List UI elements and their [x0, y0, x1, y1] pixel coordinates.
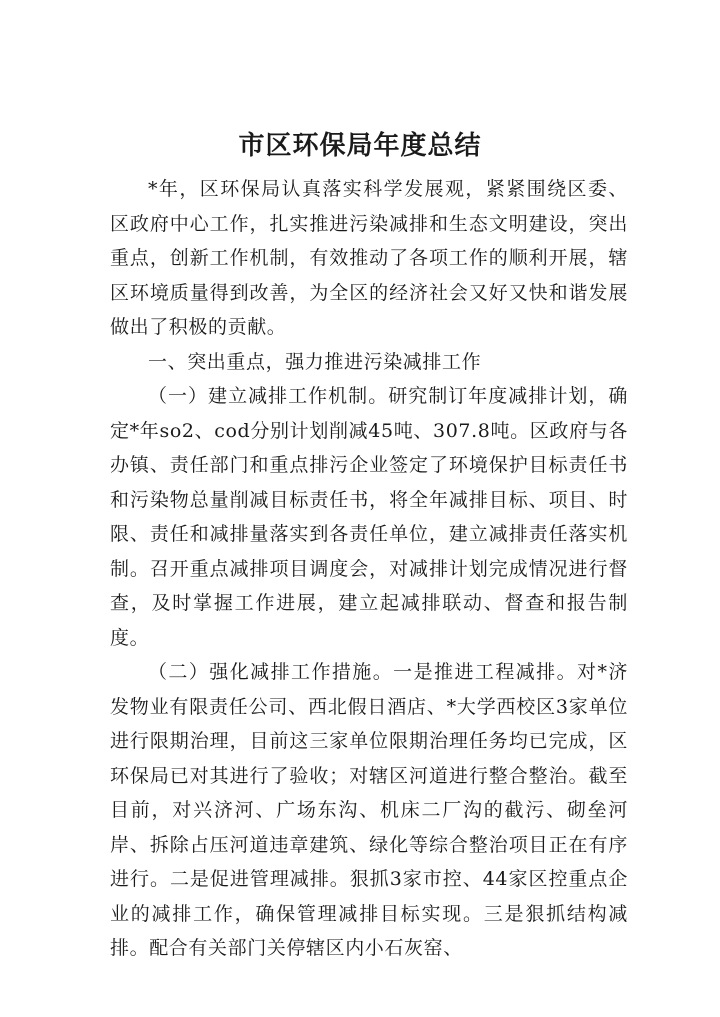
paragraph-measures: （二）强化减排工作措施。一是推进工程减排。对*济发物业有限责任公司、西北假日酒店、*大学西校区3家单位进行限期治理，目前这三家单位限期治理任务均已完成，区环保局已对其进行了验收；对辖区河道进行整合整治。截至目前，对兴济河、广场东沟、机床二厂沟的截污、砌垒河岸、拆除占压河道违章建筑、绿化等综合整治项目正在有序进行。二是促进管理减排。狠抓3家市控、44家区控重点企业的减排工作，确保管理减排目标实现。三是狠抓结构减排。配合有关部门关停辖区内小石灰窑、	[110, 661, 628, 959]
paragraph-intro: *年，区环保局认真落实科学发展观，紧紧围绕区委、区政府中心工作，扎实推进污染减排和生态文明建设，突出重点，创新工作机制，有效推动了各项工作的顺利开展，辖区环境质量得到改善，为全区的经济社会又好又快和谐发展做出了积极的贡献。	[110, 178, 628, 338]
paragraph-mechanism: （一）建立减排工作机制。研究制订年度减排计划，确定*年so2、cod分别计划削减45吨、307.8吨。区政府与各办镇、责任部门和重点排污企业签定了环境保护目标责任书和污染物总量削减目标责任书，将全年减排目标、项目、时限、责任和减排量落实到各责任单位，建立减排责任落实机制。召开重点减排项目调度会，对减排计划完成情况进行督查，及时掌握工作进展，建立起减排联动、督查和报告制度。	[110, 385, 628, 649]
document-body	[110, 172, 628, 966]
section-heading-1: 一、突出重点，强力推进污染减排工作	[148, 350, 482, 373]
document-title: 市区环保局年度总结	[238, 131, 482, 161]
